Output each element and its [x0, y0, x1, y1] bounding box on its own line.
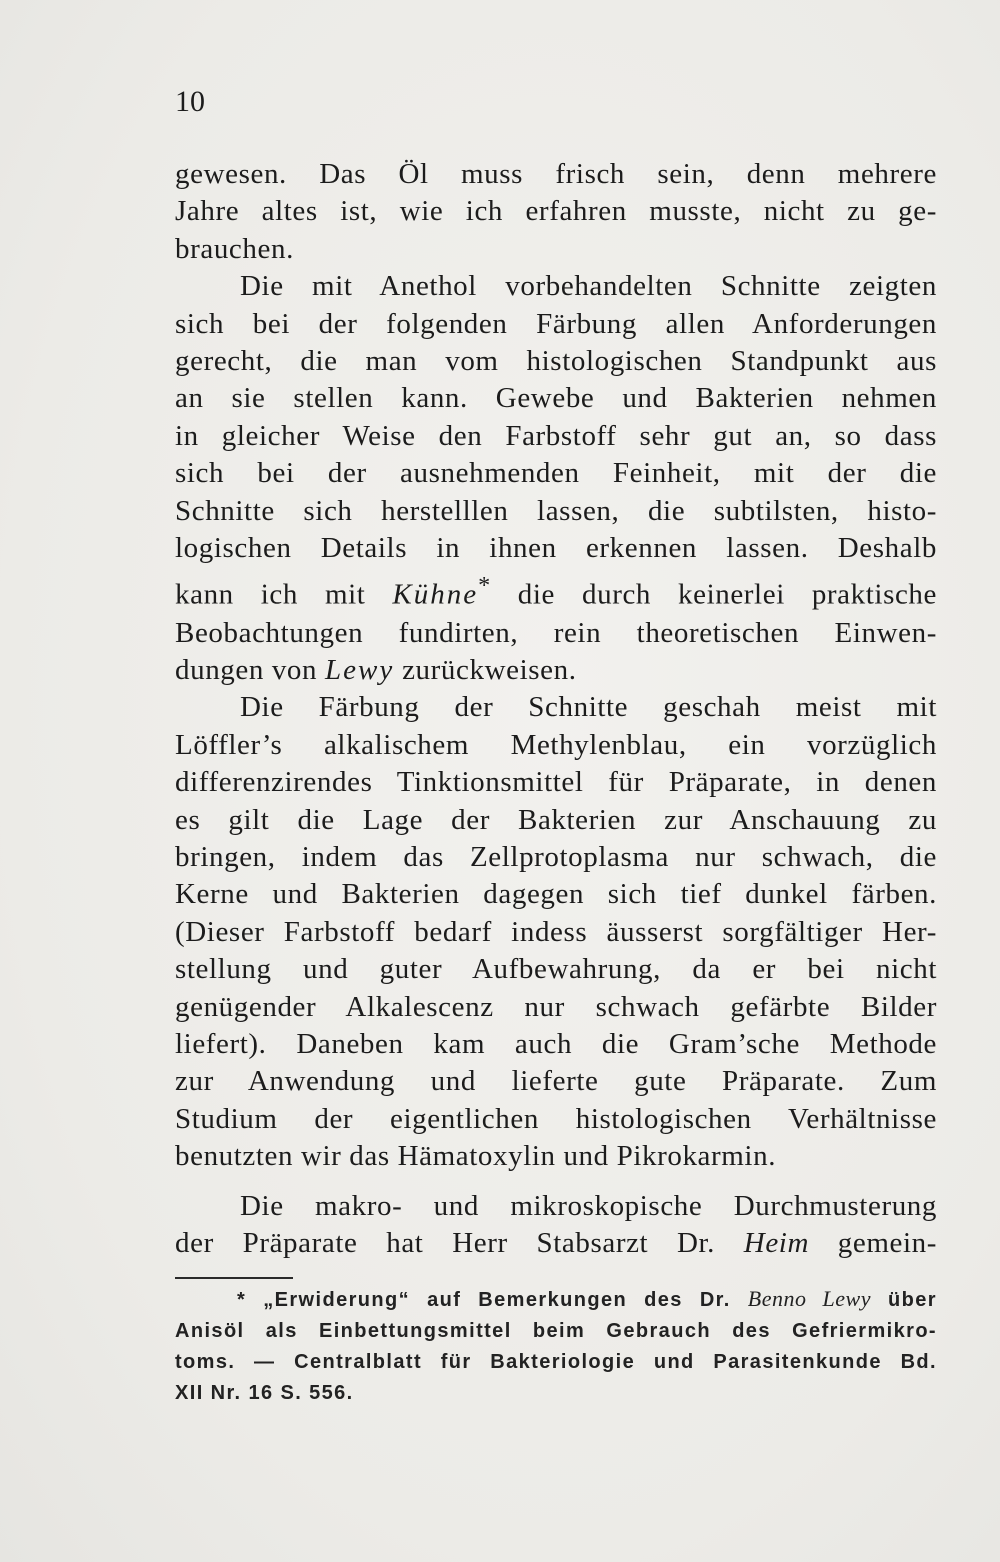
text-line: genügender Alkalescenz nur schwach gefärbte Bilder: [175, 990, 937, 1023]
footnote-line: toms. — Centralblatt für Bakteriologie und Parasitenkunde Bd.: [175, 1351, 937, 1373]
body-text: [175, 156, 937, 1262]
text-line: bringen, indem das Zellprotoplasma nur schwach, die: [175, 840, 937, 873]
text-line: [175, 567, 937, 614]
text-line: Die makro- und mikroskopische Durchmusterung: [240, 1189, 937, 1222]
author-name-lewy: Lewy: [324, 653, 395, 686]
text-line: Die Färbung der Schnitte geschah meist mit: [240, 691, 937, 724]
text-line: stellung und guter Aufbewahrung, da er bei nicht: [175, 953, 937, 986]
text-line: Die mit Anethol vorbehandelten Schnitte zeigten: [240, 270, 937, 303]
text-line: Studium der eigentlichen histologischen Verhältnisse: [175, 1102, 937, 1135]
text-line: an sie stellen kann. Gewebe und Bakterien nehmen: [175, 382, 937, 415]
text-line: in gleicher Weise den Farbstoff sehr gut an, so dass: [175, 419, 937, 452]
text-line: logischen Details in ihnen erkennen lassen. Deshalb: [175, 532, 937, 565]
footnote-line: Anisöl als Einbettungsmittel beim Gebrauch des Gefriermikro-: [175, 1320, 937, 1342]
text-line: brauchen.: [175, 232, 294, 265]
text-segment: über: [888, 1289, 937, 1311]
footnote-line: [175, 1283, 937, 1316]
footnote: [175, 1283, 937, 1409]
text-line: benutzten wir das Hämatoxylin und Pikrokarmin.: [175, 1140, 777, 1173]
text-segment: zurückweisen.: [402, 653, 577, 686]
text-line: differenzirendes Tinktionsmittel für Präparate, in denen: [175, 766, 937, 799]
text-line: gerecht, die man vom histologischen Standpunkt aus: [175, 345, 937, 378]
text-line: gewesen. Das Öl muss frisch sein, denn mehrere: [175, 158, 937, 190]
text-line: es gilt die Lage der Bakterien zur Anschauung zu: [175, 803, 937, 836]
text-segment: * „Erwiderung“ auf Bemerkungen des Dr.: [237, 1289, 731, 1311]
text-segment: gemein-: [837, 1227, 937, 1260]
footnote-marker: *: [478, 572, 491, 600]
text-line: sich bei der folgenden Färbung allen Anforderungen: [175, 307, 937, 340]
text-segment: kann ich mit: [175, 579, 366, 612]
text-line: Löffler’s alkalischem Methylenblau, ein vorzüglich: [175, 728, 937, 761]
author-name-heim: Heim: [743, 1227, 809, 1260]
text-segment: dungen von: [175, 653, 318, 686]
text-line: zur Anwendung und lieferte gute Präparate. Zum: [175, 1065, 937, 1098]
text-line: [175, 1225, 937, 1262]
text-line: Kerne und Bakterien dagegen sich tief dunkel färben.: [175, 878, 937, 911]
author-name-kuehne: Kühne: [392, 579, 479, 612]
footnote-rule: [175, 1277, 293, 1279]
text-line: Schnitte sich herstelllen lassen, die subtilsten, histo-: [175, 494, 937, 527]
text-line: (Dieser Farbstoff bedarf indess äusserst sorgfältiger Her-: [175, 915, 937, 948]
text-line: sich bei der ausnehmenden Feinheit, mit der die: [175, 457, 937, 490]
paragraph-gap: [175, 1176, 937, 1188]
footnote-line: XII Nr. 16 S. 556.: [175, 1382, 354, 1404]
text-line: [175, 652, 937, 689]
page-number: 10: [175, 85, 205, 118]
text-segment: die durch keinerlei praktische: [517, 579, 937, 612]
text-line: Jahre altes ist, wie ich erfahren musste, nicht zu ge-: [175, 195, 937, 228]
text-line: Beobachtungen fundirten, rein theoretischen Einwen-: [175, 616, 937, 649]
text-segment: der Präparate hat Herr Stabsarzt Dr.: [175, 1227, 716, 1260]
text-line: liefert). Daneben kam auch die Gram’sche Methode: [175, 1028, 937, 1060]
author-name-benno-lewy: Benno Lewy: [747, 1286, 871, 1311]
